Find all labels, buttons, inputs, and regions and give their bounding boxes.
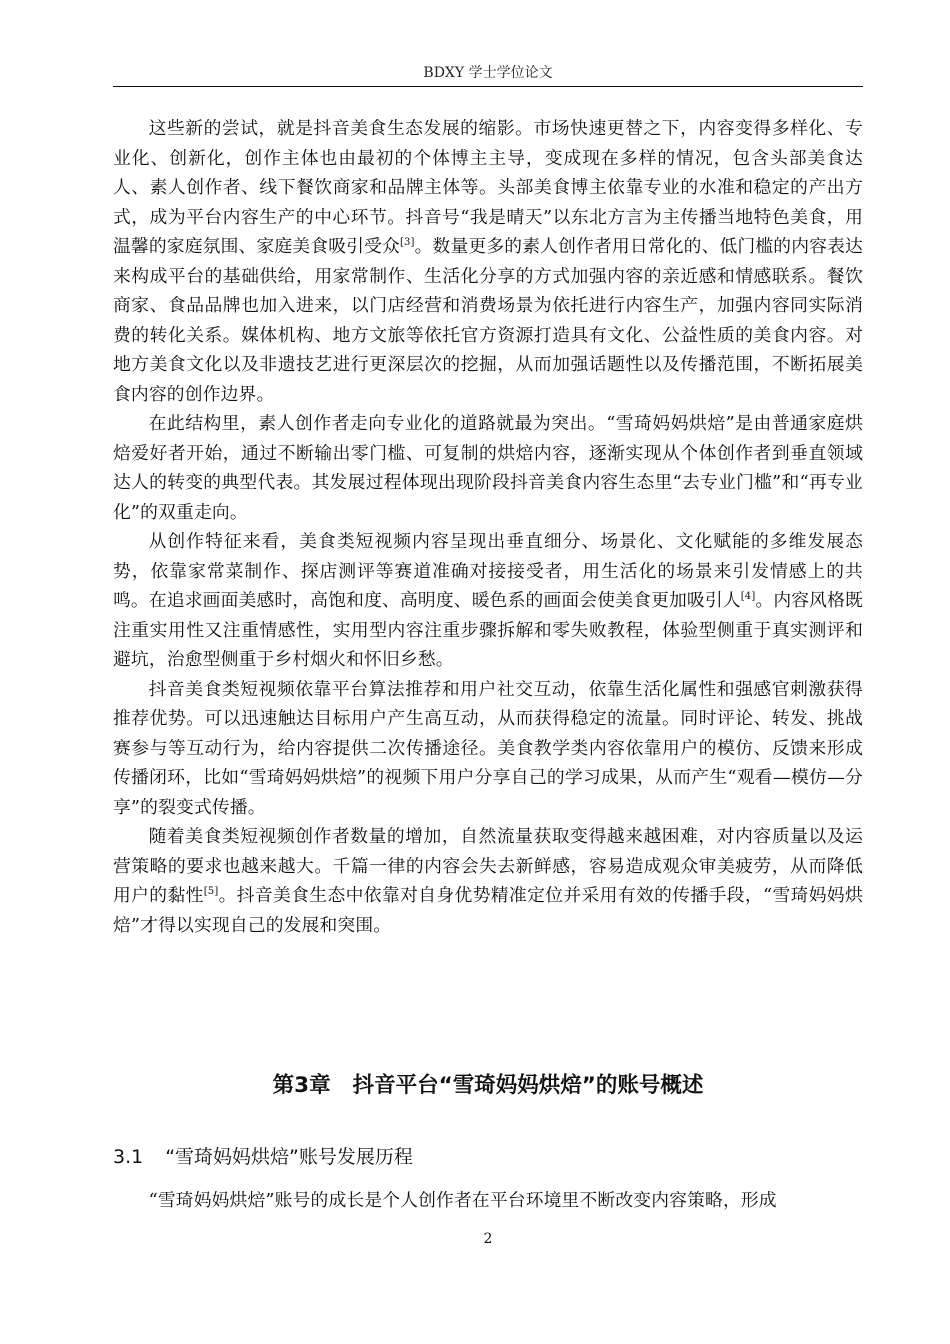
paragraph-5-text-cont: 。抖音美食生态中依靠对自身优势精准定位并采用有效的传播手段，“雪琦妈妈烘焙”才得以实现自己的发展和突围。 (113, 885, 863, 936)
chapter-number: 第3章 (272, 1073, 331, 1098)
section-number: 3.1 (113, 1146, 144, 1168)
running-header: BDXY 学士学位论文 (423, 65, 553, 81)
body-text (113, 114, 863, 940)
citation-5: [5] (203, 886, 219, 897)
header-rule (113, 86, 863, 87)
paragraph-2-text: 在此结构里，素人创作者走向专业化的道路就最为突出。“雪琦妈妈烘焙”是由普通家庭烘焙爱好者开始，通过不断输出零门槛、可复制的烘焙内容，逐渐实现从个体创作者到垂直领域达人的转变的典型代表。其发展过程体现出现阶段抖音美食内容生态里“去专业门槛”和“再专业化”的双重走向。 (113, 413, 863, 523)
paragraph-6 (113, 1186, 863, 1216)
section-body (113, 1186, 863, 1216)
chapter-title: 抖音平台“雪琦妈妈烘焙”的账号概述 (352, 1073, 704, 1098)
citation-4: [4] (740, 591, 756, 602)
chapter-heading (113, 1071, 863, 1101)
section-title: “雪琦妈妈烘焙”账号发展历程 (165, 1146, 413, 1168)
paragraph-6-text: “雪琦妈妈烘焙”账号的成长是个人创作者在平台环境里不断改变内容策略，形成 (148, 1190, 777, 1211)
paragraph-3-text-cont: 。内容风格既注重实用性又注重情感性，实用型内容注重步骤拆解和零失败教程，体验型侧重于真实测评和避坑，治愈型侧重于乡村烟火和怀旧乡愁。 (113, 590, 863, 670)
section-heading (113, 1143, 413, 1171)
paragraph-5-text: 随着美食类短视频创作者数量的增加，自然流量获取变得越来越困难，对内容质量以及运营策略的要求也越来越大。千篇一律的内容会失去新鲜感，容易造成观众审美疲劳，从而降低用户的黏性 (113, 826, 863, 906)
paragraph-5 (113, 822, 863, 940)
paragraph-1 (113, 114, 863, 409)
paragraph-3-text: 从创作特征来看，美食类短视频内容呈现出垂直细分、场景化、文化赋能的多维发展态势，依靠家常菜制作、探店测评等赛道准确对接接受者，用生活化的场景来引发情感上的共鸣。在追求画面美感时，高饱和度、高明度、暖色系的画面会使美食更加吸引人 (113, 531, 863, 611)
paragraph-1-text-cont: 。数量更多的素人创作者用日常化的、低门槛的内容表达来构成平台的基础供给，用家常制作、生活化分享的方式加强内容的亲近感和情感联系。餐饮商家、食品品牌也加入进来，以门店经营和消费场景为依托进行内容生产，加强内容同实际消费的转化关系。媒体机构、地方文旅等依托官方资源打造具有文化、公益性质的美食内容。对地方美食文化以及非遗技艺进行更深层次的挖掘，从而加强话题性以及传播范围，不断拓展美食内容的创作边界。 (113, 236, 863, 405)
page-number: 2 (483, 1231, 493, 1247)
paragraph-4 (113, 675, 863, 823)
paragraph-1-text: 这些新的尝试，就是抖音美食生态发展的缩影。市场快速更替之下，内容变得多样化、专业化、创新化，创作主体也由最初的个体博主主导，变成现在多样的情况，包含头部美食达人、素人创作者、线下餐饮商家和品牌主体等。头部美食博主依靠专业的水准和稳定的产出方式，成为平台内容生产的中心环节。抖音号“我是晴天”以东北方言为主传播当地特色美食，用温馨的家庭氛围、家庭美食吸引受众 (113, 118, 863, 257)
paragraph-2 (113, 409, 863, 527)
paragraph-4-text: 抖音美食类短视频依靠平台算法推荐和用户社交互动，依靠生活化属性和强感官刺激获得推荐优势。可以迅速触达目标用户产生高互动，从而获得稳定的流量。同时评论、转发、挑战赛参与等互动行为，给内容提供二次传播途径。美食教学类内容依靠用户的模仿、反馈来形成传播闭环，比如“雪琦妈妈烘焙”的视频下用户分享自己的学习成果，从而产生“观看—模仿—分享”的裂变式传播。 (113, 678, 863, 818)
paragraph-3 (113, 527, 863, 675)
citation-3: [3] (399, 237, 415, 248)
